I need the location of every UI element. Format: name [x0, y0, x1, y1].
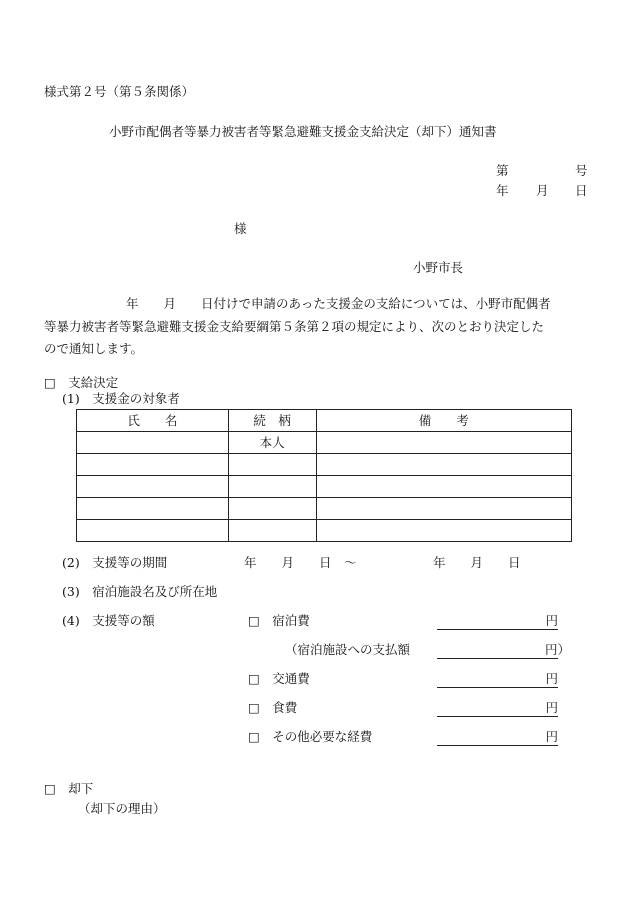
document-number-prefix: 第 — [496, 163, 509, 178]
cell-relationship — [228, 520, 316, 542]
yen-unit: 円 — [545, 671, 558, 686]
cell-remarks — [316, 498, 571, 520]
addressee-honorific: 様 — [234, 221, 247, 236]
yen-unit: 円 — [545, 613, 558, 628]
rejection-reason-label: （却下の理由） — [78, 801, 166, 816]
recipients-table — [76, 409, 572, 542]
item-3-label: (3) 宿泊施設名及び所在地 — [62, 584, 218, 599]
cell-remarks — [316, 454, 571, 476]
yen-unit-close: 円） — [544, 642, 570, 657]
cell-remarks — [316, 476, 571, 498]
date-year: 年 — [496, 183, 509, 198]
yen-unit: 円 — [545, 700, 558, 715]
item-4-label: (4) 支援等の額 — [62, 613, 155, 628]
other-cost-field — [437, 729, 558, 746]
lodging-payment-field — [437, 642, 570, 659]
yen-unit: 円 — [545, 729, 558, 744]
header-remarks: 備 考 — [316, 410, 571, 432]
table-header-row — [77, 410, 572, 432]
other-cost-label: □ その他必要な経費 — [248, 729, 373, 744]
form-number: 様式第２号（第５条関係） — [44, 84, 195, 99]
item-1-label: (1) 支援金の対象者 — [62, 391, 180, 406]
meals-cost-label: □ 食費 — [248, 700, 298, 715]
cell-remarks — [316, 520, 571, 542]
body-line-2: 等暴力被害者等緊急避難支援金支給要綱第５条第２項の規定により、次のとおり決定した — [44, 319, 545, 334]
cell-name — [77, 476, 229, 498]
table-row — [77, 498, 572, 520]
item-2-label: (2) 支援等の期間 — [62, 555, 168, 570]
cell-relationship — [228, 476, 316, 498]
lodging-cost-label: □ 宿泊費 — [248, 613, 310, 628]
table-row — [77, 476, 572, 498]
document-title: 小野市配偶者等暴力被害者等緊急避難支援金支給決定（却下）通知書 — [109, 124, 497, 139]
table-row — [77, 520, 572, 542]
cell-remarks — [316, 432, 571, 454]
document-number-suffix: 号 — [575, 163, 588, 178]
cell-name — [77, 520, 229, 542]
date-day: 日 — [575, 183, 588, 198]
period-end: 年 月 日 — [433, 555, 521, 570]
meals-cost-field — [437, 700, 558, 717]
header-name: 氏 名 — [77, 410, 229, 432]
cell-relationship — [228, 454, 316, 476]
header-relationship: 続 柄 — [228, 410, 316, 432]
transport-cost-label: □ 交通費 — [248, 671, 310, 686]
lodging-payment-label: （宿泊施設への支払額 — [285, 642, 411, 657]
approval-heading: □ 支給決定 — [44, 375, 119, 390]
transport-cost-field — [437, 671, 558, 688]
body-line-3: ので通知します。 — [44, 341, 144, 356]
cell-relationship: 本人 — [228, 432, 316, 454]
cell-name — [77, 498, 229, 520]
date-month: 月 — [536, 183, 549, 198]
cell-name — [77, 432, 229, 454]
issuer-name: 小野市長 — [413, 260, 464, 275]
lodging-cost-field — [437, 613, 558, 630]
rejection-heading: □ 却下 — [44, 781, 94, 796]
body-line-1: 年 月 日付けで申請のあった支援金の支給については、小野市配偶者 — [126, 296, 551, 311]
table-row — [77, 454, 572, 476]
cell-relationship — [228, 498, 316, 520]
period-start: 年 月 日 ～ — [244, 555, 357, 570]
table-row — [77, 432, 572, 454]
cell-name — [77, 454, 229, 476]
